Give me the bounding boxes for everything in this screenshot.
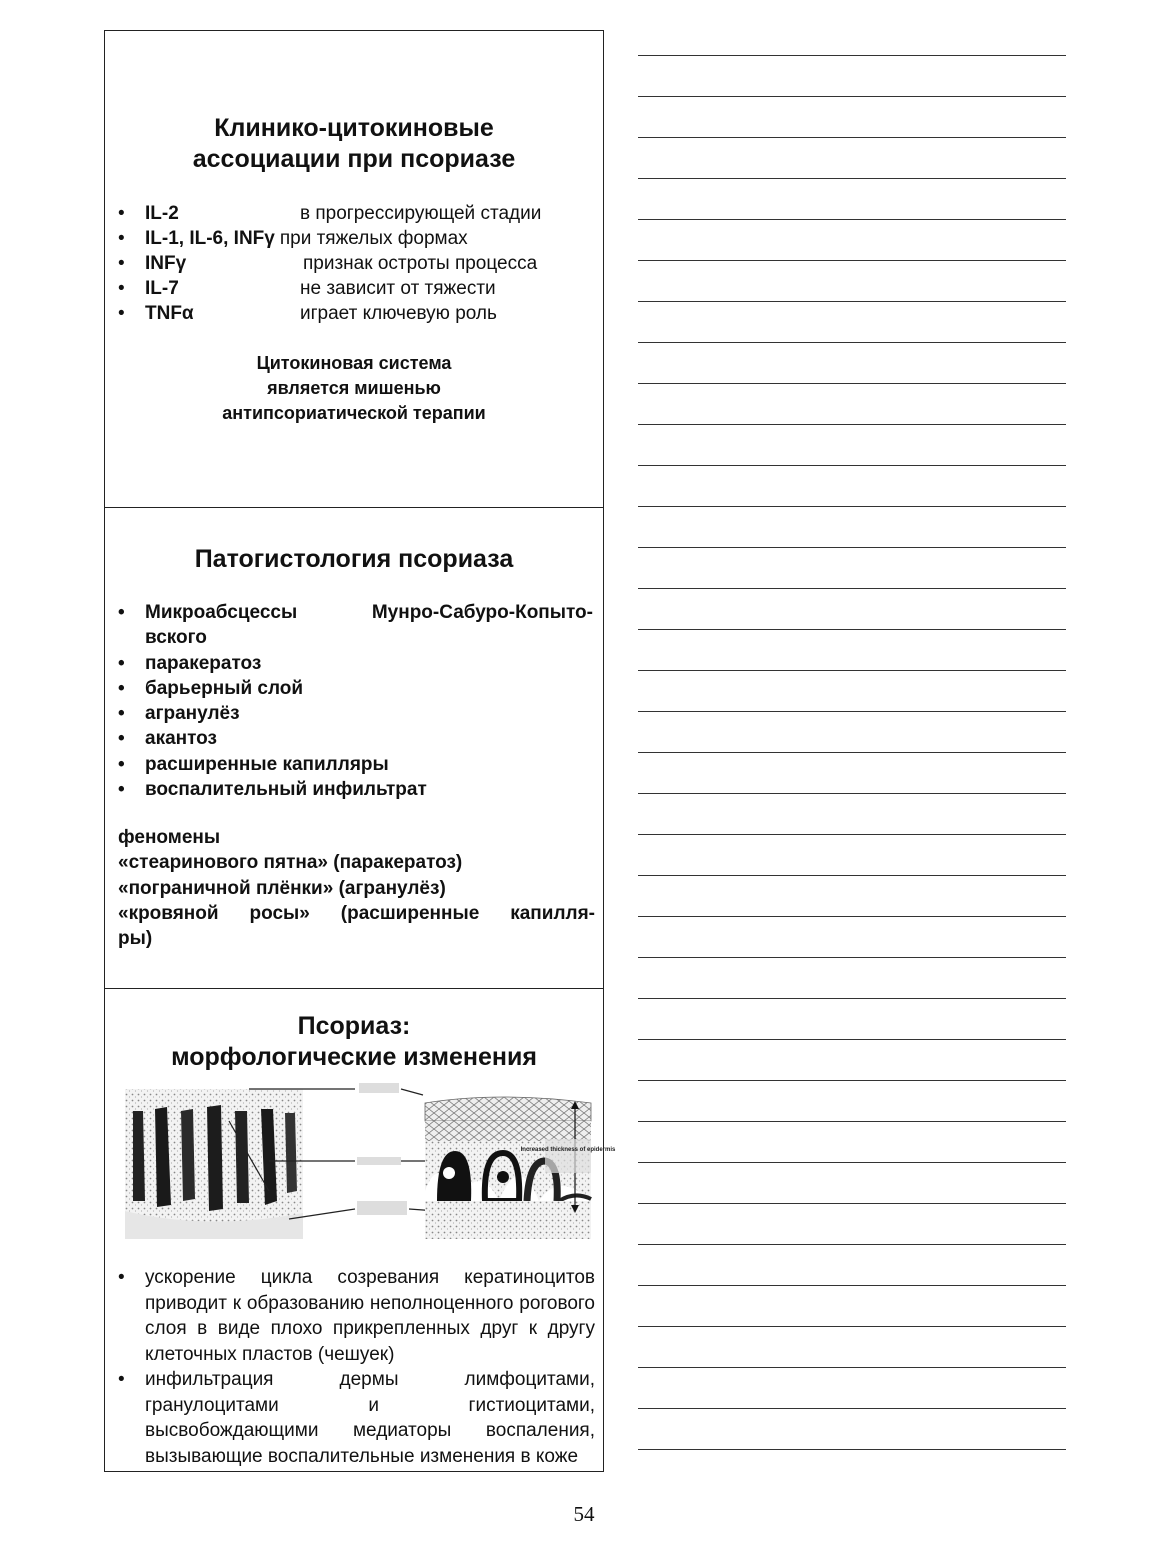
notes-line bbox=[638, 588, 1066, 589]
slide1-title bbox=[105, 113, 603, 175]
list-item-text: вского bbox=[145, 627, 207, 649]
cytokine-name: TNFα bbox=[145, 303, 194, 324]
slide3-title bbox=[105, 1011, 603, 1073]
slide3-title-line2: морфологические изменения bbox=[171, 1043, 537, 1071]
conclusion-line: является мишенью bbox=[267, 378, 441, 398]
list-item bbox=[115, 276, 593, 301]
notes-line bbox=[638, 301, 1066, 302]
notes-line bbox=[638, 1080, 1066, 1081]
thickness-label: Increased thickness of epidermis bbox=[520, 1147, 616, 1153]
slide3-title-line1: Псориаз: bbox=[297, 1012, 411, 1040]
slide1-title-line2: ассоциации при псориазе bbox=[192, 145, 516, 173]
notes-line bbox=[638, 178, 1066, 179]
list-item-text: • Микроабсцессы Мунро-Сабуро-Копыто- bbox=[145, 602, 593, 623]
cytokine-list bbox=[115, 201, 593, 326]
notes-line bbox=[638, 998, 1066, 999]
slide-morphology bbox=[105, 989, 616, 1473]
cytokine-desc: играет ключевую роль bbox=[300, 303, 497, 324]
notes-line bbox=[638, 547, 1066, 548]
list-item bbox=[115, 600, 593, 651]
notes-line bbox=[638, 793, 1066, 794]
conclusion-line: Цитокиновая система bbox=[256, 353, 452, 373]
list-item: • паракератоз bbox=[115, 651, 593, 676]
notes-line bbox=[638, 1285, 1066, 1286]
notes-line bbox=[638, 1408, 1066, 1409]
list-item: • акантоз bbox=[115, 726, 593, 751]
epidermis-diagram bbox=[401, 1089, 616, 1239]
notes-line bbox=[638, 711, 1066, 712]
list-item: • воспалительный инфильтрат bbox=[115, 777, 593, 802]
slide1-conclusion bbox=[105, 351, 603, 426]
notes-line bbox=[638, 1449, 1066, 1450]
notes-line bbox=[638, 1326, 1066, 1327]
page-number: 54 bbox=[573, 1502, 595, 1526]
phenomena-heading: феномены bbox=[118, 827, 221, 848]
notes-line bbox=[638, 875, 1066, 876]
list-item bbox=[115, 226, 593, 251]
morphology-list bbox=[115, 1265, 595, 1469]
slide-pathohistology bbox=[105, 508, 603, 989]
cytokine-desc: признак остроты процесса bbox=[303, 253, 538, 274]
notes-line bbox=[638, 342, 1066, 343]
notes-line bbox=[638, 916, 1066, 917]
phenomena-block bbox=[118, 825, 595, 951]
notes-line bbox=[638, 96, 1066, 97]
phenomenon-line: «кровяной росы» (расширенные капилля- bbox=[118, 902, 595, 924]
pathohistology-list bbox=[115, 600, 593, 802]
cytokine-desc: не зависит от тяжести bbox=[300, 278, 496, 299]
cytokine-name: IL-1, IL-6, INFγ bbox=[145, 228, 275, 249]
notes-line bbox=[638, 383, 1066, 384]
slide-cytokine-associations bbox=[105, 31, 603, 508]
notes-line bbox=[638, 1203, 1066, 1204]
notes-line bbox=[638, 629, 1066, 630]
notes-line bbox=[638, 1039, 1066, 1040]
cytokine-desc: в прогрессирующей стадии bbox=[300, 203, 542, 224]
list-item: • ускорение цикла созревания кератиноцитов приводит к образованию неполноценного рогового слоя в виде плохо прикрепленных друг к другу клеточных пластов (чешуек) bbox=[115, 1265, 595, 1367]
notes-line bbox=[638, 137, 1066, 138]
list-item: • расширенные капилляры bbox=[115, 752, 593, 777]
notes-line bbox=[638, 465, 1066, 466]
histology-figure bbox=[119, 1081, 616, 1249]
list-item: • инфильтрация дермы лимфоцитами, гранулоцитами и гистиоцитами, высвобождающими медиаторы воспаления, вызывающие воспалительные изменения в коже bbox=[115, 1367, 595, 1469]
phenomenon-line: «стеаринового пятна» (паракератоз) bbox=[118, 852, 463, 874]
cytokine-name: IL-2 bbox=[145, 203, 179, 224]
figure-faint-labels bbox=[357, 1083, 407, 1215]
notes-line bbox=[638, 55, 1066, 56]
notes-line bbox=[638, 424, 1066, 425]
cytokine-name: INFγ bbox=[145, 253, 187, 274]
cytokine-desc: при тяжелых формах bbox=[279, 228, 468, 249]
phenomenon-line: «пограничной плёнки» (агранулёз) bbox=[118, 877, 446, 899]
notes-line bbox=[638, 260, 1066, 261]
cytokine-name: IL-7 bbox=[145, 278, 179, 299]
micrograph-image bbox=[125, 1089, 355, 1239]
list-item bbox=[115, 201, 593, 226]
notes-line bbox=[638, 219, 1066, 220]
notes-line bbox=[638, 957, 1066, 958]
list-item: • агранулёз bbox=[115, 701, 593, 726]
notes-line bbox=[638, 752, 1066, 753]
notes-line bbox=[638, 670, 1066, 671]
list-item: • барьерный слой bbox=[115, 676, 593, 701]
notes-line bbox=[638, 1121, 1066, 1122]
slide2-title: Патогистология псориаза bbox=[194, 545, 514, 573]
slide1-title-line1: Клинико-цитокиновые bbox=[214, 114, 494, 142]
notes-line bbox=[638, 1162, 1066, 1163]
conclusion-line: антипсориатической терапии bbox=[222, 403, 486, 423]
slides-column bbox=[104, 30, 616, 1472]
list-item bbox=[115, 251, 593, 276]
notes-line bbox=[638, 506, 1066, 507]
notes-line bbox=[638, 1367, 1066, 1368]
phenomenon-line: ры) bbox=[118, 928, 153, 950]
list-item bbox=[115, 301, 593, 326]
notes-line bbox=[638, 1244, 1066, 1245]
notes-line bbox=[638, 834, 1066, 835]
